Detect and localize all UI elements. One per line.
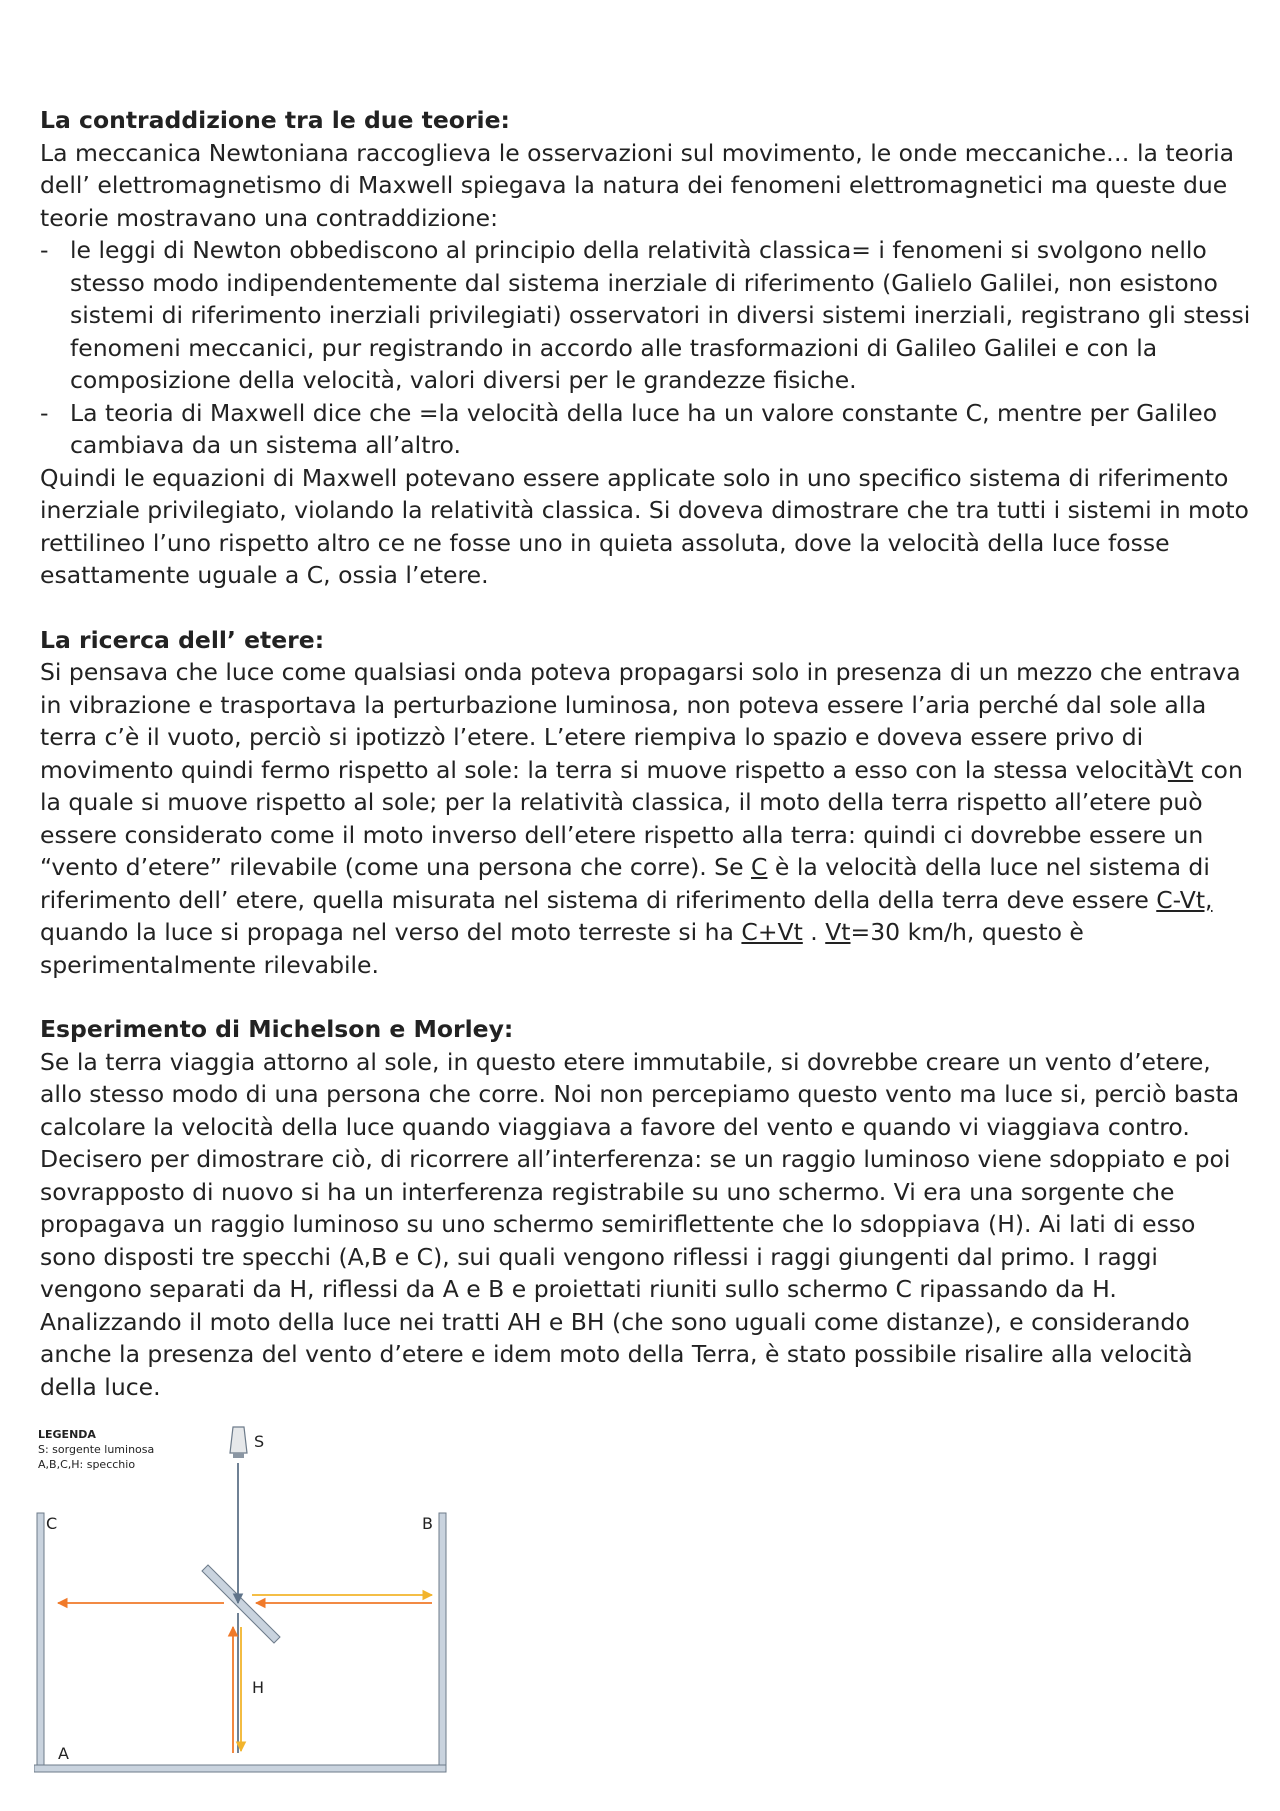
formula-c-plus-vt: C+Vt (741, 918, 803, 946)
light-source-icon (230, 1427, 247, 1458)
legend-title: LEGENDA (38, 1428, 96, 1441)
bullet-item: - La teoria di Maxwell dice che =la velocità della luce ha un valore constante C, mentre per Galileo cambiava da un sistema all’altro. (40, 397, 1252, 462)
section-title-michelson-morley: Esperimento di Michelson e Morley: (40, 1015, 514, 1043)
formula-c: C (751, 853, 768, 881)
legend-source: S: sorgente luminosa (38, 1443, 155, 1456)
section-title-etere: La ricerca dell’ etere: (40, 625, 325, 654)
text-run: . (802, 918, 826, 946)
label-a: A (58, 1744, 69, 1763)
spacer (40, 981, 1252, 1013)
section1-bullet-list (40, 234, 1252, 462)
legend-mirrors: A,B,C,H: specchio (38, 1458, 136, 1471)
section2-paragraph (40, 656, 1252, 981)
section-title-contraddizione: La contraddizione tra le due teorie: (40, 106, 510, 134)
spacer (40, 592, 1252, 624)
bullet-item: - le leggi di Newton obbediscono al principio della relatività classica= i fenomeni si svolgono nello stesso modo indipendentemente dal sistema inerziale di riferimento (Galielo Galilei, non esistono sistemi di riferimento inerziali privilegiati) osservatori in diversi sistemi inerziali, registrano gli stessi fenomeni meccanici, pur registrando in accordo alle trasformazioni di Galileo Galilei e con la composizione della velocità, valori diversi per le grandezze fisiche. (40, 234, 1252, 397)
document-page (40, 104, 1252, 1403)
mirror-a (34, 1765, 446, 1772)
mirror-c (37, 1513, 44, 1765)
section3-body: Se la terra viaggia attorno al sole, in questo etere immutabile, si dovrebbe creare un vento d’etere, allo stesso modo di una persona che corre. Noi non percepiamo questo vento ma luce si, perciò basta calcolare la velocità della luce quando viaggiava a favore del vento e quando vi viaggiava contro. Decisero per dimostrare ciò, di ricorrere all’interferenza: se un raggio luminoso viene sdoppiato e poi sovrapposto di nuovo si ha un interferenza registrabile su uno schermo. Vi era una sorgente che propagava un raggio luminoso su uno schermo semiriflettente che lo sdoppiava (H). Ai lati di esso sono disposti tre specchi (A,B e C), sui quali vengono riflessi i raggi giungenti dal primo. I raggi vengono separati da H, riflessi da A e B e proiettati riuniti sullo schermo C ripassando da H. Analizzando il moto della luce nei tratti AH e BH (che sono uguali come distanze), e considerando anche la presenza del vento d’etere e idem moto della Terra, è stato possibile risalire alla velocità della luce. (40, 1047, 1240, 1401)
mirror-b (439, 1513, 446, 1765)
label-c: C (46, 1514, 58, 1533)
formula-vt: Vt (825, 918, 851, 946)
diagram-svg (34, 1413, 524, 1773)
label-b: B (422, 1514, 433, 1533)
text-run: è la velocità della luce nel sistema di riferimento dell’ etere, quella misurata nel sistema di riferimento della della terra deve essere (40, 853, 1210, 914)
label-s: S (254, 1432, 265, 1451)
section1-intro: La meccanica Newtoniana raccoglieva le osservazioni sul movimento, le onde meccaniche… la teoria dell’ elettromagnetismo di Maxwell spiegava la natura dei fenomeni elettromagnetici ma queste due teorie mostravano una contraddizione: (40, 138, 1235, 232)
section1-conclusion: Quindi le equazioni di Maxwell potevano essere applicate solo in uno specifico sistema di riferimento inerziale privilegiato, violando la relatività classica. Si doveva dimostrare che tra tutti i sistemi in moto rettilineo l’uno rispetto altro ce ne fosse uno in quieta assoluta, dove la velocità della luce fosse esattamente uguale a C, ossia l’etere. (40, 463, 1249, 589)
label-h: H (252, 1678, 265, 1697)
text-run: =30 km/h, questo è sperimentalmente rilevabile. (40, 918, 1084, 979)
michelson-morley-diagram (34, 1413, 524, 1773)
text-run: Si pensava che luce come qualsiasi onda poteva propagarsi solo in presenza di un mezzo che entrava in vibrazione e trasportava la perturbazione luminosa, non poteva essere l’aria perché dal sole alla terra c’è il vuoto, perciò si ipotizzò l’etere. L’etere riempiva lo spazio e doveva essere privo di movimento quindi fermo rispetto al sole: la terra si muove rispetto a esso con la stessa velocità (40, 658, 1241, 784)
formula-c-minus-vt: C-Vt, (1156, 885, 1213, 914)
text-run: quando la luce si propaga nel verso del moto terreste si ha (40, 918, 742, 946)
text-run: con la quale si muove rispetto al sole; per la relatività classica, il moto della terra rispetto all’etere può essere considerato come il moto inverso dell’etere rispetto alla terra: quindi ci dovrebbe essere un “vento d’etere” rilevabile (come una persona che corre). Se (40, 755, 1243, 881)
formula-vt: Vt (1167, 755, 1194, 784)
